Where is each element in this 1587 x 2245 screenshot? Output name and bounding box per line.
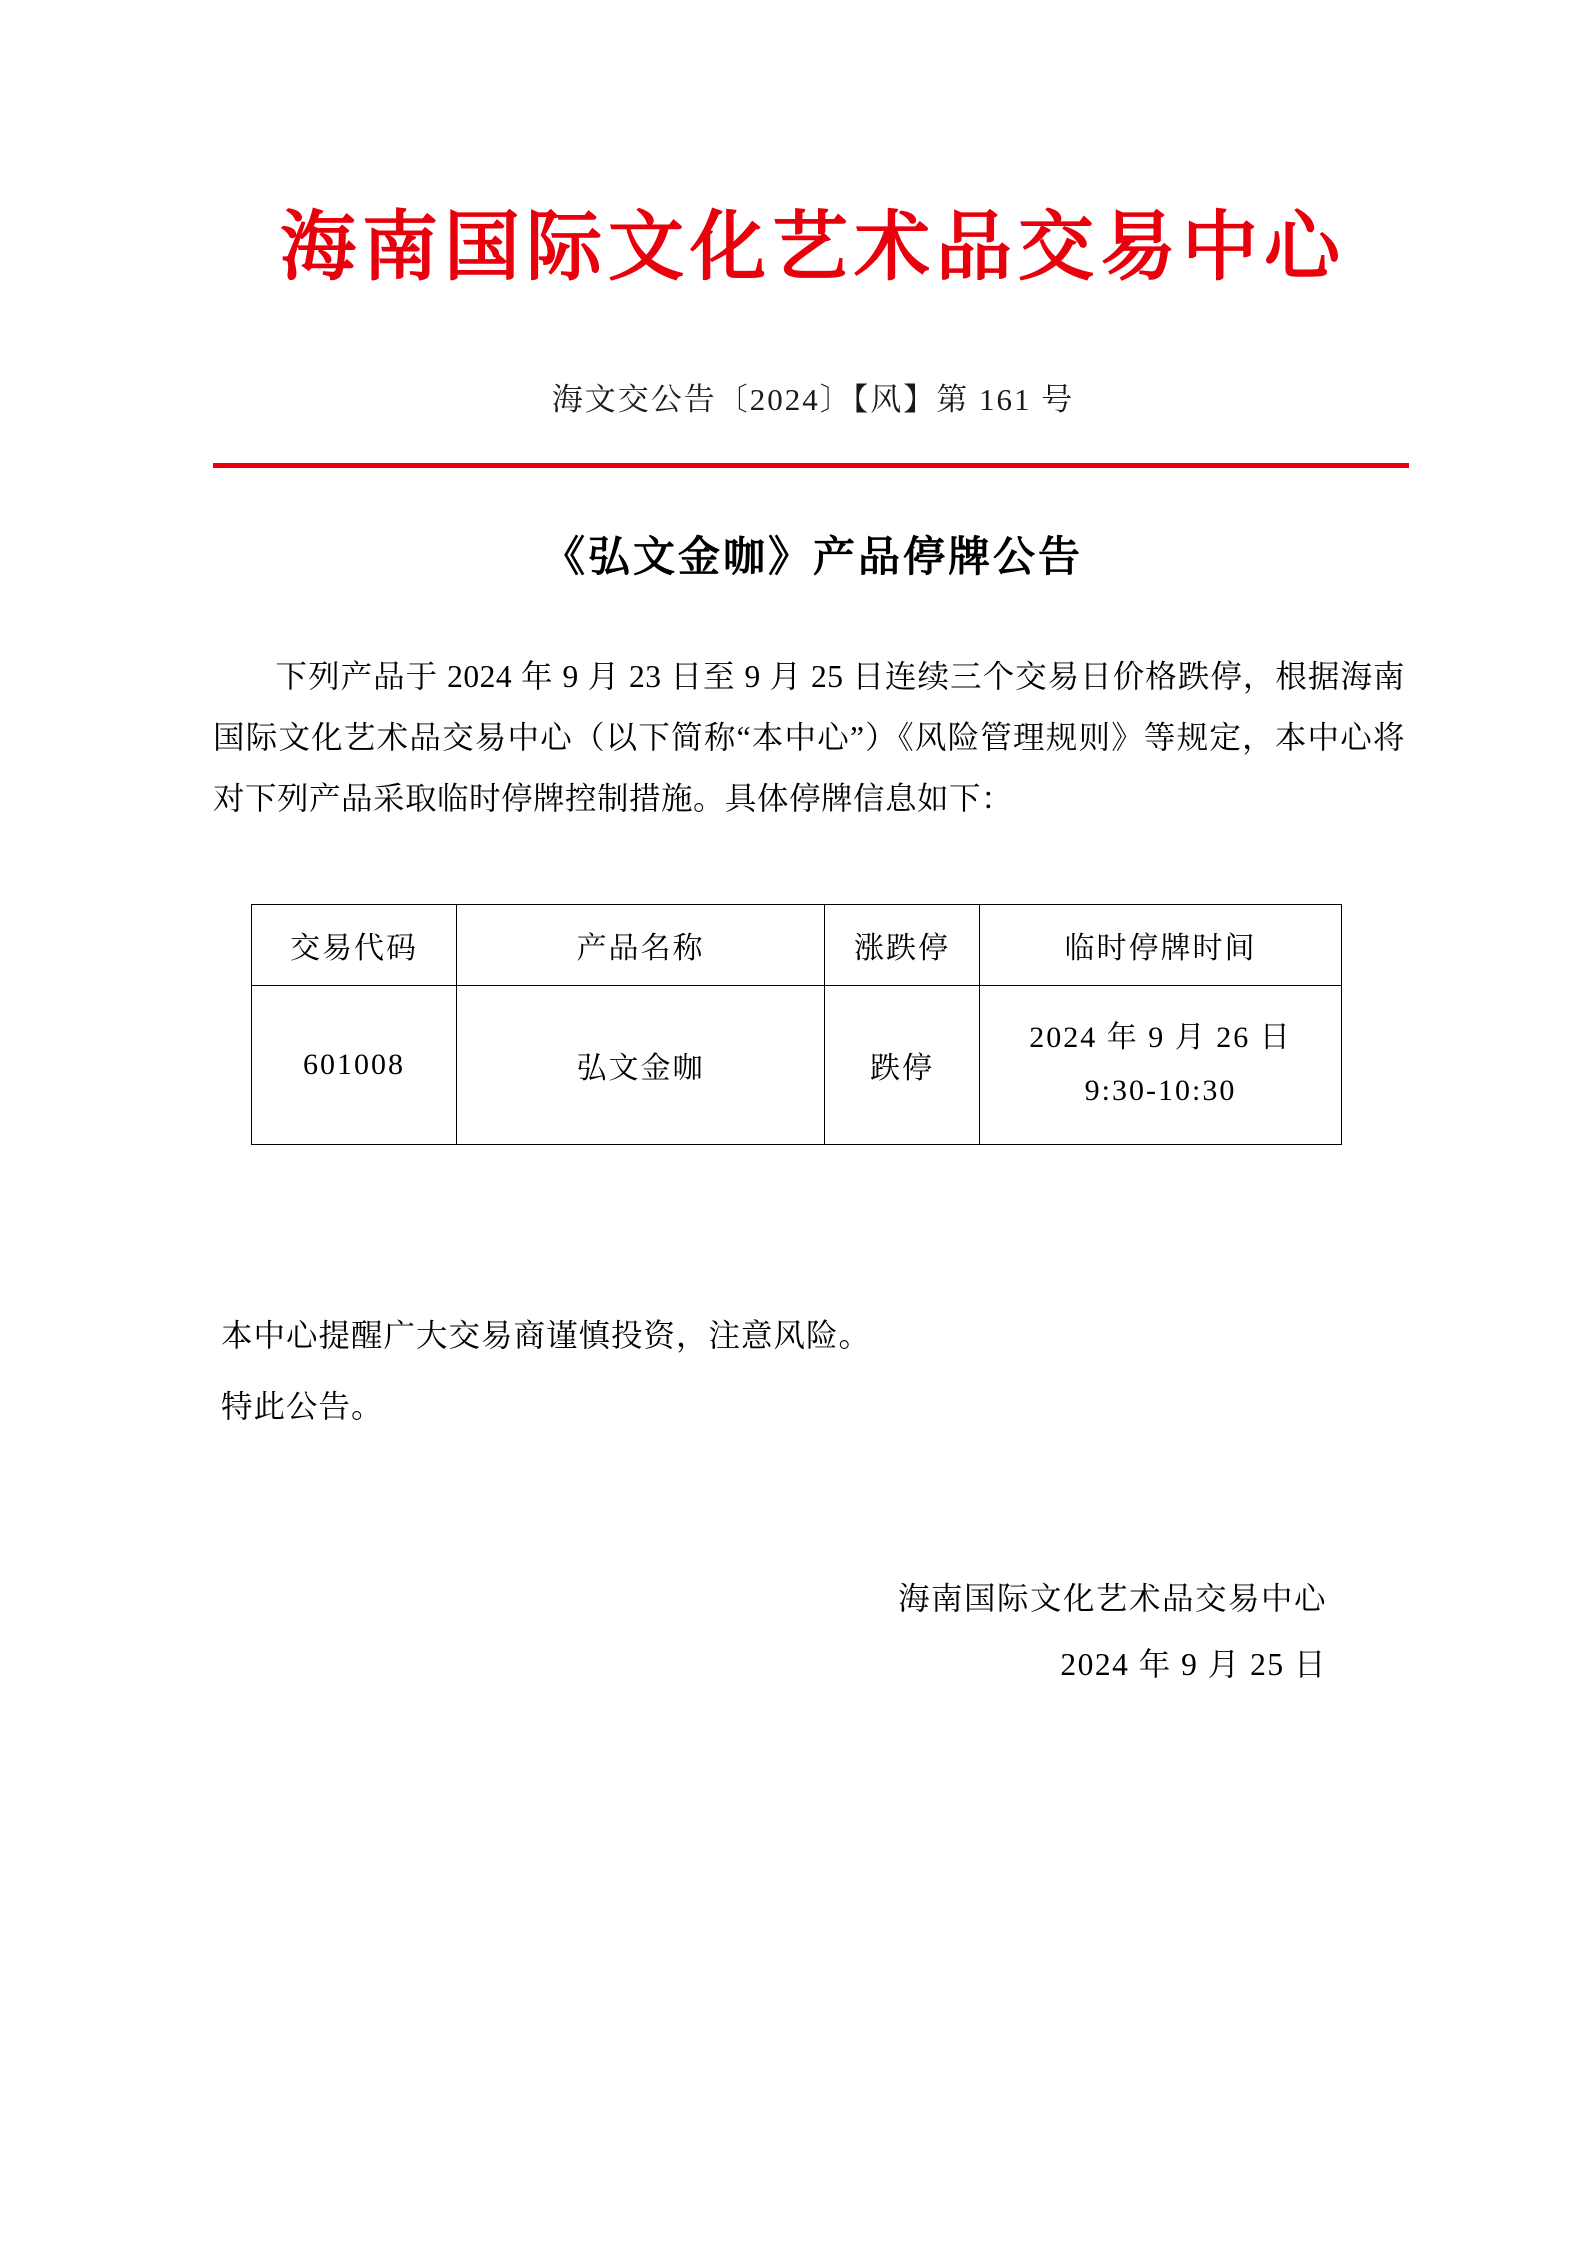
cell-product-name: 弘文金咖 — [457, 985, 825, 1144]
cell-suspend-range-text: 9:30-10:30 — [1084, 1073, 1237, 1107]
body-paragraph — [213, 646, 1413, 830]
cell-trade-code: 601008 — [252, 985, 457, 1144]
table-row — [252, 985, 1342, 1144]
closing-line-announcement: 特此公告。 — [221, 1389, 384, 1425]
cell-suspend-date-text: 2024 年 9 月 26 日 — [1029, 1021, 1292, 1055]
suspension-table-wrapper — [251, 904, 1413, 1145]
body-paragraph-text: 下列产品于 2024 年 9 月 23 日至 9 月 25 日连续三个交易日价格跌停，根据海南国际文化艺术品交易中心（以下简称“本中心”）《风险管理规则》等规定，本中心将对下列产品采取临时停牌控制措施。具体停牌信息如下： — [213, 658, 1405, 817]
closing-line-risk: 本中心提醒广大交易商谨慎投资，注意风险。 — [221, 1317, 872, 1353]
organization-masthead: 海南国际文化艺术品交易中心 — [280, 202, 1346, 291]
table-header-row — [252, 904, 1342, 985]
suspension-table — [251, 904, 1342, 1145]
signature-block — [213, 1566, 1413, 1698]
header-divider-rule — [213, 463, 1409, 468]
column-header-limit: 涨跌停 — [825, 904, 980, 985]
cell-price-limit: 跌停 — [825, 985, 980, 1144]
cell-suspend-time — [980, 985, 1342, 1144]
column-header-suspend-time: 临时停牌时间 — [980, 904, 1342, 985]
closing-notes — [213, 1305, 1413, 1438]
document-number: 海文交公告〔2024〕【风】第 161 号 — [551, 381, 1075, 417]
page-title: 《弘文金咖》产品停牌公告 — [542, 531, 1083, 581]
signature-date: 2024 年 9 月 25 日 — [1060, 1646, 1327, 1682]
document-content — [213, 0, 1413, 1698]
column-header-code: 交易代码 — [252, 904, 457, 985]
signature-organization: 海南国际文化艺术品交易中心 — [897, 1580, 1327, 1616]
column-header-product: 产品名称 — [457, 904, 825, 985]
